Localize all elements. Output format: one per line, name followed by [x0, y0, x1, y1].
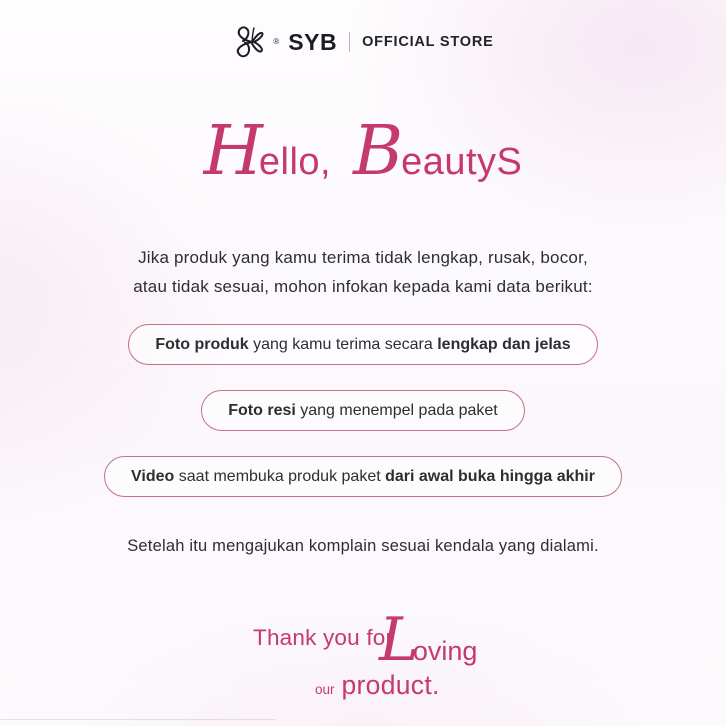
pill2-bold-lead: Foto resi	[228, 401, 296, 419]
greeting-title	[0, 112, 726, 191]
thank-you-line2	[315, 670, 440, 701]
loving-word	[379, 605, 478, 675]
greeting-word1-rest: ello,	[258, 141, 332, 183]
pill2-normal: yang menempel pada paket	[295, 401, 498, 419]
pill3-normal: saat membuka produk paket	[174, 467, 386, 485]
closing-instruction: Setelah itu mengajukan komplain sesuai kendala yang dialami.	[127, 537, 599, 555]
logo-divider	[349, 32, 350, 52]
greeting-word2-rest: eautyS	[401, 141, 523, 183]
greeting-initial-h: H	[203, 112, 263, 191]
bottom-hairline	[0, 719, 276, 720]
requirement-pill-foto-resi	[201, 390, 524, 431]
our-word: our	[315, 682, 335, 697]
pill3-bold-tail: dari awal buka hingga akhir	[385, 467, 595, 485]
brand-header	[0, 24, 726, 60]
greeting-initial-b: B	[353, 112, 404, 191]
pill1-normal: yang kamu terima secara	[248, 335, 438, 353]
pill1-bold-tail: lengkap dan jelas	[437, 335, 571, 353]
requirement-pill-foto-produk	[128, 324, 597, 365]
loving-initial: L	[379, 605, 419, 675]
requirement-pill-video	[104, 456, 622, 497]
registered-trademark: ®	[273, 36, 280, 46]
product-word: product.	[341, 670, 440, 700]
butterfly-icon	[232, 24, 266, 60]
pill3-bold-lead: Video	[131, 467, 175, 485]
thank-you-line: Thank you for	[253, 625, 394, 650]
intro-line-2: atau tidak sesuai, mohon infokan kepada kami data berikut:	[133, 277, 593, 296]
intro-paragraph	[0, 243, 726, 301]
intro-line-1: Jika produk yang kamu terima tidak lengkap, rusak, bocor,	[138, 248, 588, 267]
thank-you-block	[253, 605, 478, 708]
brand-name: SYB	[288, 28, 338, 55]
requirements-list	[0, 324, 726, 497]
loving-rest: oving	[412, 636, 478, 666]
store-label: OFFICIAL STORE	[362, 34, 494, 50]
pill1-bold-lead: Foto produk	[155, 335, 249, 353]
